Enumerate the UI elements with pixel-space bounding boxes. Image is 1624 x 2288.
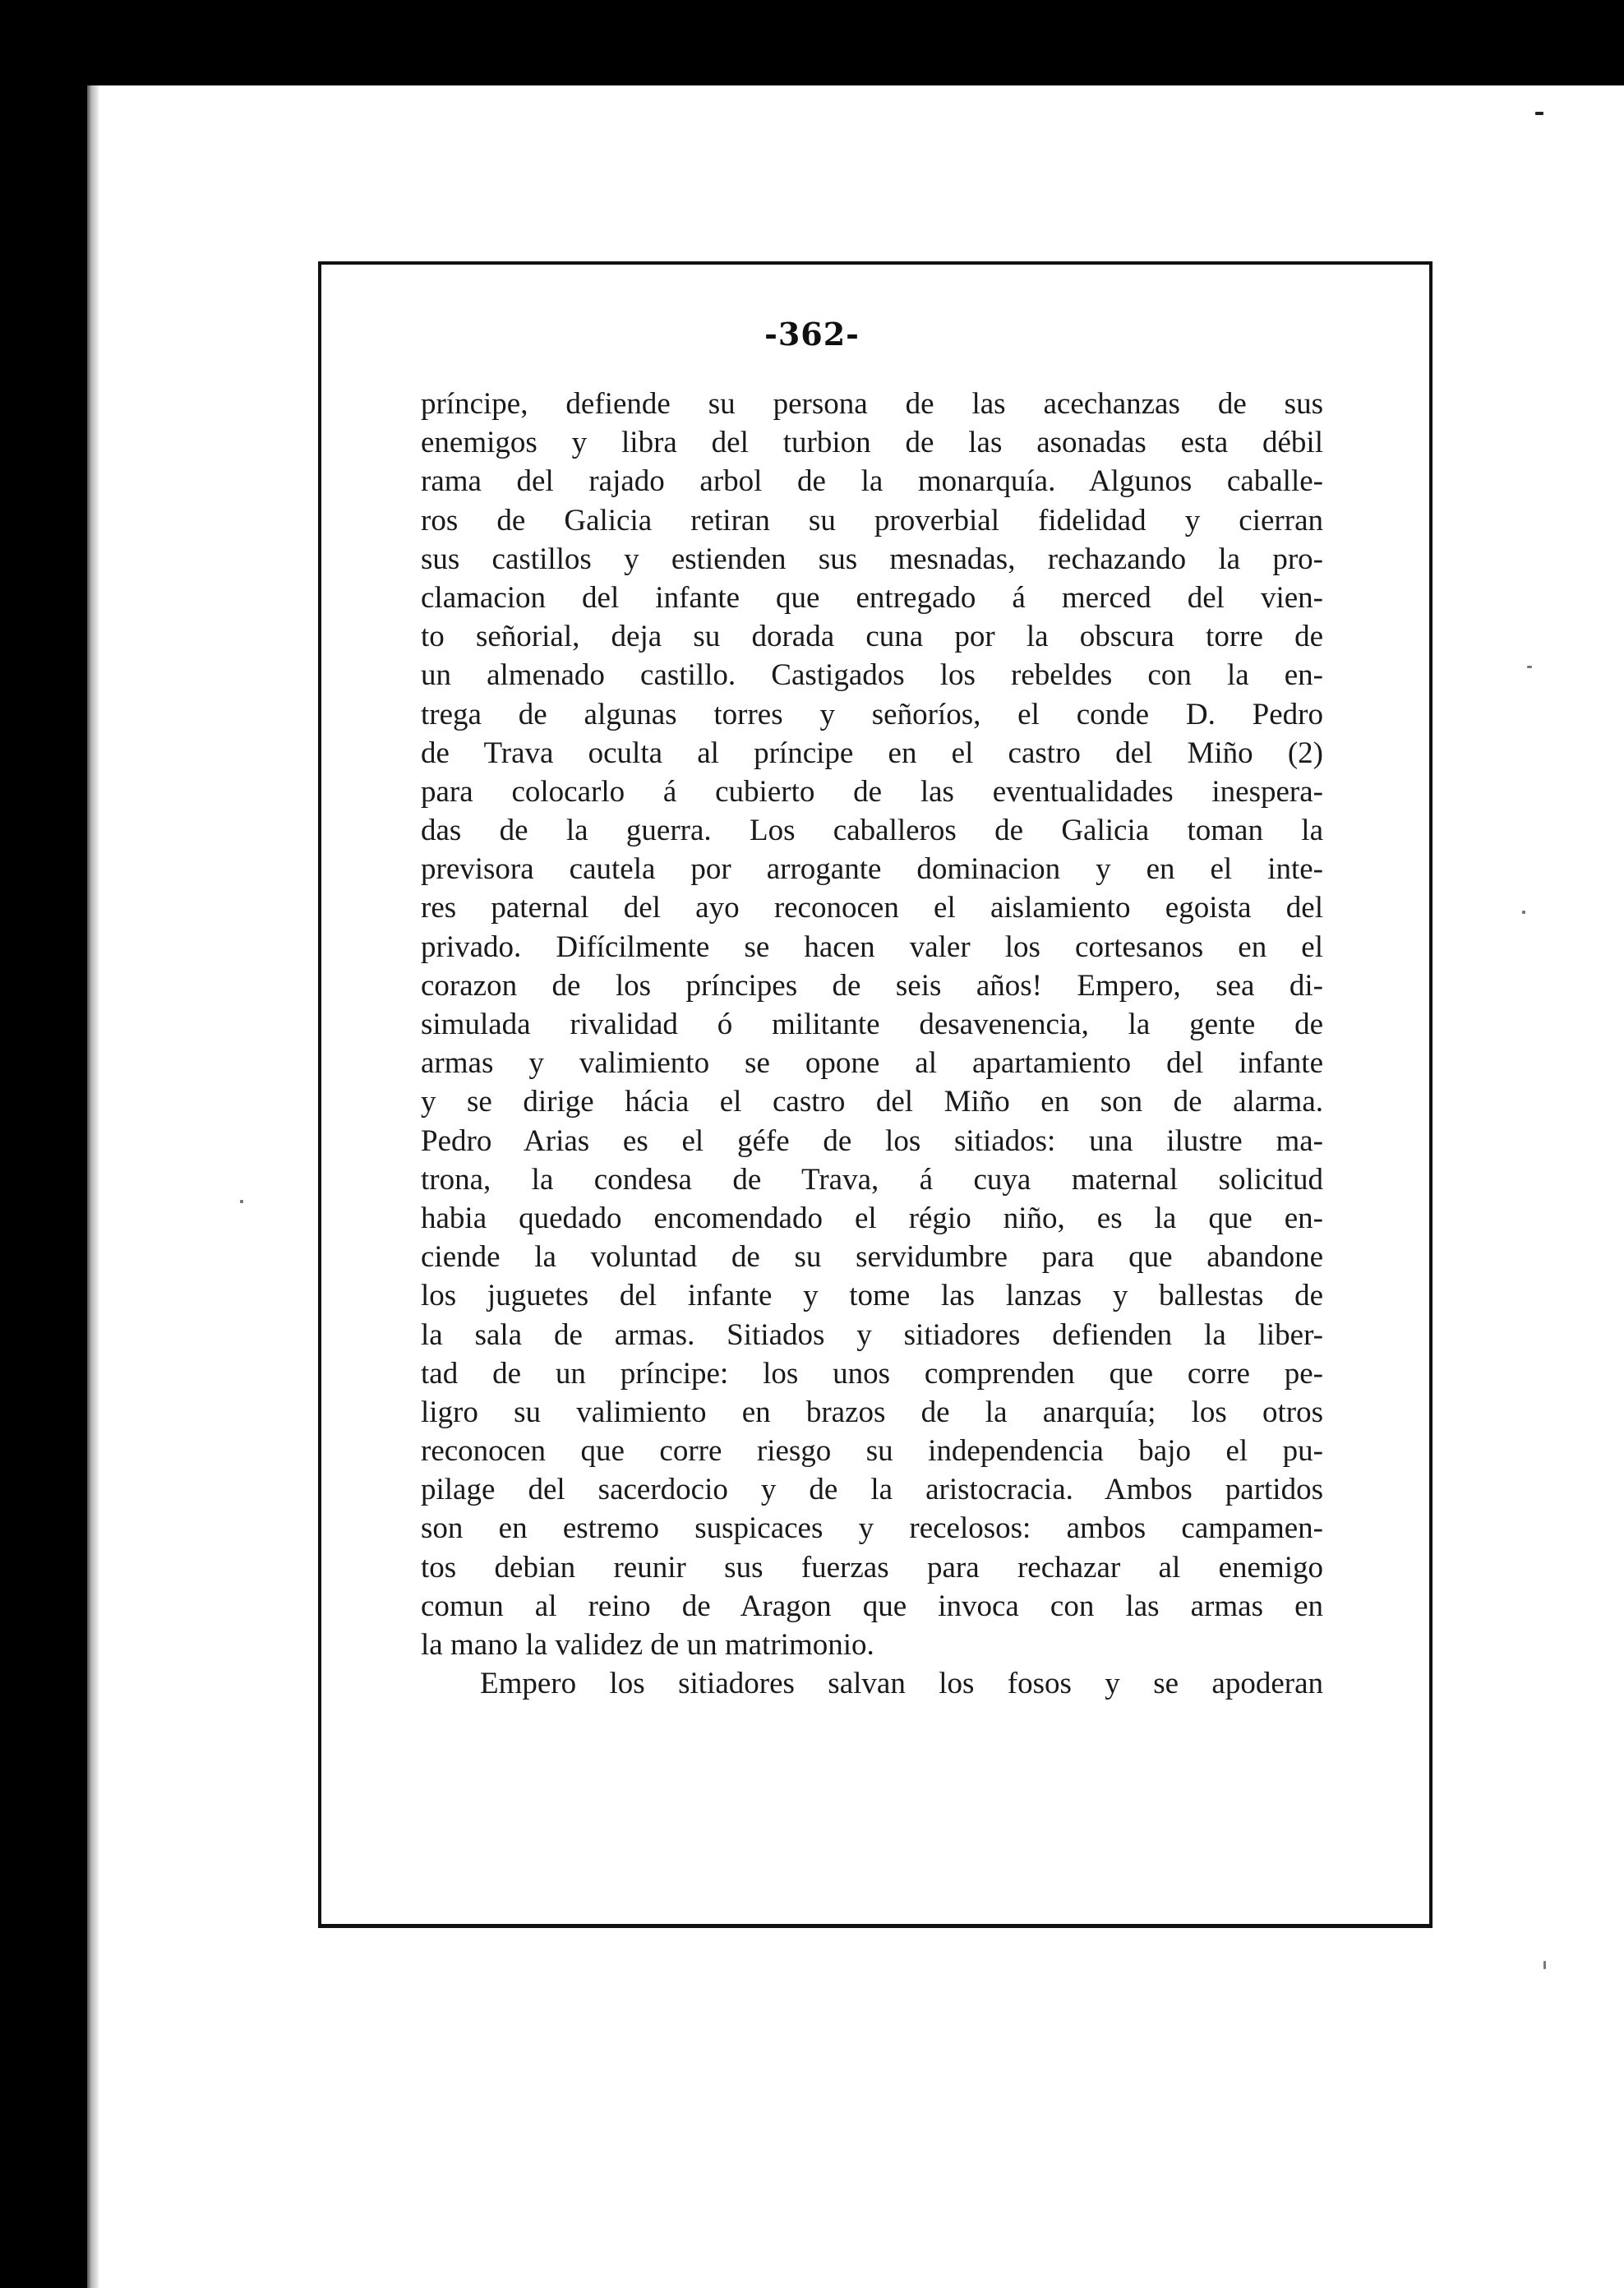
text-line: sus castillos y estienden sus mesnadas, rechazando la pro- (421, 542, 1323, 576)
text-line: armas y valimiento se opone al apartamiento del infante (421, 1046, 1323, 1081)
text-line: tos debian reunir sus fuerzas para rechazar al enemigo (421, 1550, 1323, 1585)
text-line: la sala de armas. Sitiados y sitiadores defienden la liber- (421, 1317, 1323, 1352)
scan-speck (1543, 1961, 1546, 1969)
text-line: previsora cautela por arrogante dominacion y en el inte- (421, 852, 1323, 887)
scan-speck (1535, 112, 1543, 115)
text-line: trega de algunas torres y señoríos, el conde D. Pedro (421, 697, 1323, 731)
text-line: das de la guerra. Los caballeros de Galicia toman la (421, 814, 1323, 848)
text-line: pilage del sacerdocio y de la aristocracia. Ambos partidos (421, 1473, 1323, 1507)
text-line: comun al reino de Aragon que invoca con las armas en (421, 1589, 1323, 1623)
scan-speck (240, 1200, 243, 1203)
text-line: enemigos y libra del turbion de las asonadas esta débil (421, 426, 1323, 460)
text-line: habia quedado encomendado el régio niño, es la que en- (421, 1201, 1323, 1235)
binding-edge (87, 85, 99, 2288)
text-line: clamacion del infante que entregado á merced del vien- (421, 580, 1323, 615)
text-line: ligro su valimiento en brazos de la anarquía; los otros (421, 1395, 1323, 1429)
text-line: rama del rajado arbol de la monarquía. Algunos caballe- (421, 464, 1323, 499)
text-line: tad de un príncipe: los unos comprenden que corre pe- (421, 1356, 1323, 1391)
text-line: corazon de los príncipes de seis años! Empero, sea di- (421, 968, 1323, 1003)
text-line: para colocarlo á cubierto de las eventualidades inespera- (421, 774, 1323, 809)
scan-speck (1522, 911, 1525, 914)
text-line: los juguetes del infante y tome las lanzas y ballestas de (421, 1279, 1323, 1313)
text-line: ros de Galicia retiran su proverbial fidelidad y cierran (421, 503, 1323, 537)
text-line: privado. Difícilmente se hacen valer los cortesanos en el (421, 930, 1323, 964)
text-line: Empero los sitiadores salvan los fosos y se apoderan (480, 1667, 1323, 1701)
text-line: un almenado castillo. Castigados los rebeldes con la en- (421, 658, 1323, 693)
text-line: la mano la validez de un matrimonio. (421, 1628, 874, 1662)
scan-speck (1527, 666, 1532, 668)
text-line: y se dirige hácia el castro del Miño en son de alarma. (421, 1085, 1323, 1119)
page-number: -362- (764, 316, 860, 353)
body-text (421, 385, 1323, 1703)
text-line: de Trava oculta al príncipe en el castro del Miño (2) (421, 736, 1323, 770)
text-line: reconocen que corre riesgo su independencia bajo el pu- (421, 1434, 1323, 1469)
text-line: príncipe, defiende su persona de las acechanzas de sus (421, 387, 1323, 421)
text-line: son en estremo suspicaces y recelosos: ambos campamen- (421, 1511, 1323, 1546)
text-line: Pedro Arias es el géfe de los sitiados: una ilustre ma- (421, 1123, 1323, 1158)
text-line: trona, la condesa de Trava, á cuya maternal solicitud (421, 1162, 1323, 1197)
text-line: to señorial, deja su dorada cuna por la obscura torre de (421, 620, 1323, 654)
text-line: ciende la voluntad de su servidumbre para que abandone (421, 1240, 1323, 1275)
text-line: res paternal del ayo reconocen el aislamiento egoista del (421, 891, 1323, 925)
text-line: simulada rivalidad ó militante desavenencia, la gente de (421, 1008, 1323, 1041)
